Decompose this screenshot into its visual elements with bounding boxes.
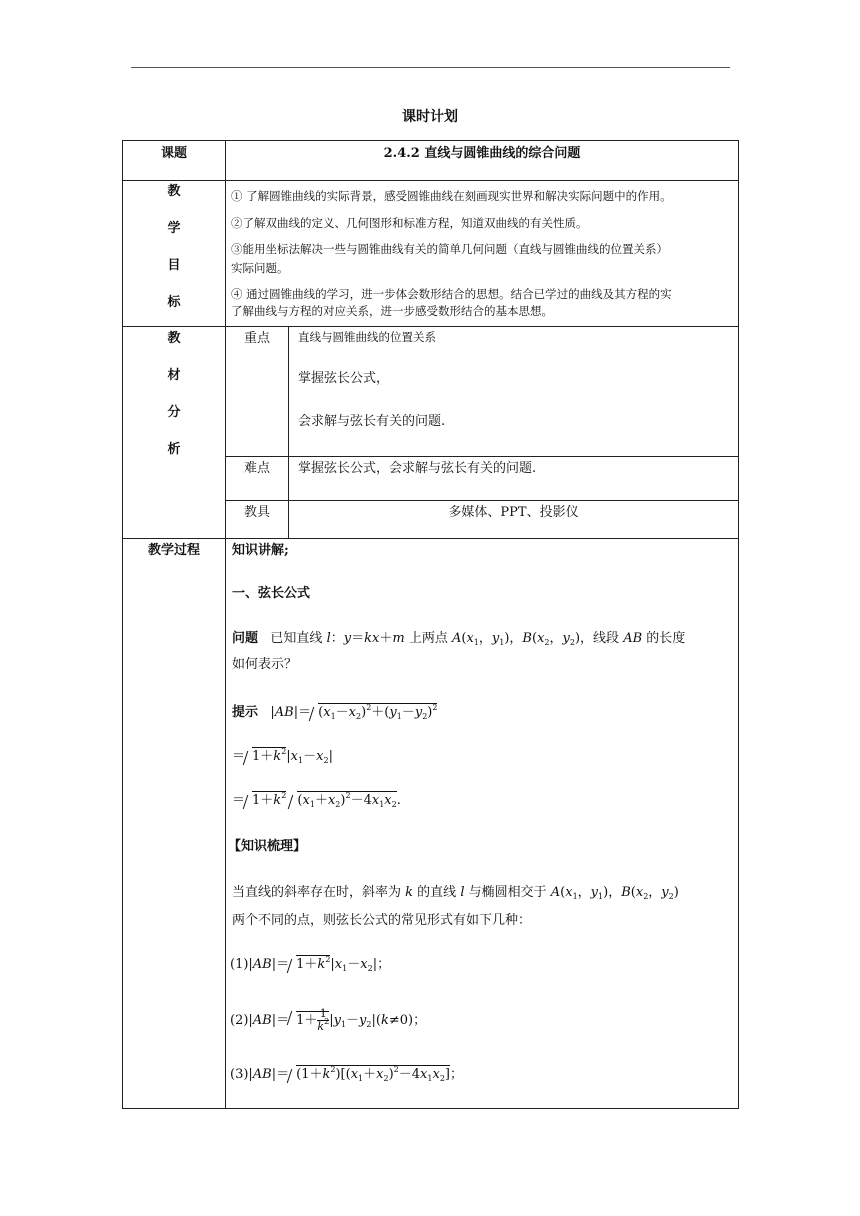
difficulty-text: 掌握弦长公式，会求解与弦长有关的问题.: [298, 461, 537, 476]
summary-heading: 【知识梳理】: [228, 839, 307, 854]
key-points-label: 重点: [243, 331, 270, 346]
table-border-outer-bottom: [122, 1108, 739, 1109]
difficulty-label: 难点: [243, 461, 270, 476]
goal-item: ① 了解圆锥曲线的实际背景，感受圆锥曲线在刻画现实世界和解决实际问题中的作用。: [231, 189, 672, 203]
document-title: 课时计划: [402, 109, 458, 125]
formula-3: $(3)|AB|= (1+k^2)[(x_1+x_2)^2-4x_1x_2]$；: [230, 1065, 463, 1083]
table-border-row: [122, 538, 739, 539]
goal-item: ④ 通过圆锥曲线的学习，进一步体会数形结合的思想。结合已学过的曲线及其方程的实: [231, 287, 672, 301]
process-intro: 知识讲解;: [232, 543, 289, 558]
formula-1: $(1)|AB|= 1+k^2|x_1-x_2|$；: [230, 955, 391, 973]
hint-formula: 提示 $|AB|= (x_1-x_2)^2+(y_1-y_2)^2$: [232, 703, 438, 721]
table-border-row: [122, 180, 739, 181]
goal-item: ③能用坐标法解决一些与圆锥曲线有关的简单几何问题（直线与圆锥曲线的位置关系）: [231, 242, 668, 256]
table-border-outer-top: [122, 140, 739, 141]
table-border-inner-row: [225, 456, 739, 457]
question-label: 问题: [232, 631, 259, 646]
goals-label-char: 标: [167, 295, 181, 310]
summary-text-cont: 两个不同的点，则弦长公式的常见形式有如下几种：: [232, 913, 532, 928]
goal-item: ②了解双曲线的定义、几何图形和标准方程，知道双曲线的有关性质。: [231, 216, 588, 230]
analysis-label-char: 分: [167, 405, 181, 420]
table-border-inner-row: [225, 500, 739, 501]
goals-label-char: 目: [167, 258, 181, 273]
summary-text: 当直线的斜率存在时，斜率为: [232, 885, 402, 900]
table-border-outer-left: [122, 140, 123, 1109]
topic-label: 课题: [160, 146, 187, 161]
table-border-outer-right: [738, 140, 739, 1109]
tools-text: 多媒体、PPT、投影仪: [448, 505, 579, 520]
tools-label: 教具: [243, 505, 270, 520]
section-heading: 一、弦长公式: [232, 586, 311, 601]
process-label: 教学过程: [147, 543, 200, 558]
key-point: 直线与圆锥曲线的位置关系: [298, 330, 436, 344]
header-rule: [131, 67, 730, 68]
table-border-col: [225, 140, 226, 1109]
summary-line: 当直线的斜率存在时，斜率为 k 的直线 l 与椭圆相交于 $A(x_1$，$y_1$)，$B(x_2$，$y_2$): [232, 885, 679, 901]
analysis-label-char: 材: [167, 368, 181, 383]
goal-item: 实际问题。: [231, 261, 289, 275]
question-text: 已知直线: [270, 631, 323, 646]
goals-label-char: 教: [167, 184, 181, 199]
hint-formula: ＝ $1+k^2$ $(x_1+x_2)^2-4x_1x_2$.: [232, 791, 401, 809]
table-border-row: [122, 326, 739, 327]
question-text-cont: 如何表示？: [232, 657, 298, 672]
question-line: 问题 已知直线 l：y＝kx＋m 上两点 $A(x_1$，$y_1$)，$B(x_2$，$y_2$)，线段 AB 的长度: [232, 631, 686, 647]
goal-item: 了解曲线与方程的对应关系，进一步感受数形结合的基本思想。: [231, 304, 553, 318]
goals-label-char: 学: [167, 221, 181, 236]
hint-label: 提示: [232, 705, 259, 720]
analysis-label-char: 析: [167, 442, 181, 457]
hint-formula: ＝ $1+k^2|x_1-x_2|$: [232, 747, 333, 765]
key-point: 会求解与弦长有关的问题.: [298, 414, 446, 429]
formula-2: (2)|AB|＝ 1＋ $\frac{1}{k^2}$ $|y_1-y_2|(k\ne 0)$；: [230, 1007, 427, 1033]
topic-title: 2.4.2 直线与圆锥曲线的综合问题: [383, 146, 581, 161]
analysis-label-char: 教: [167, 331, 181, 346]
key-point: 掌握弦长公式，: [298, 371, 390, 386]
